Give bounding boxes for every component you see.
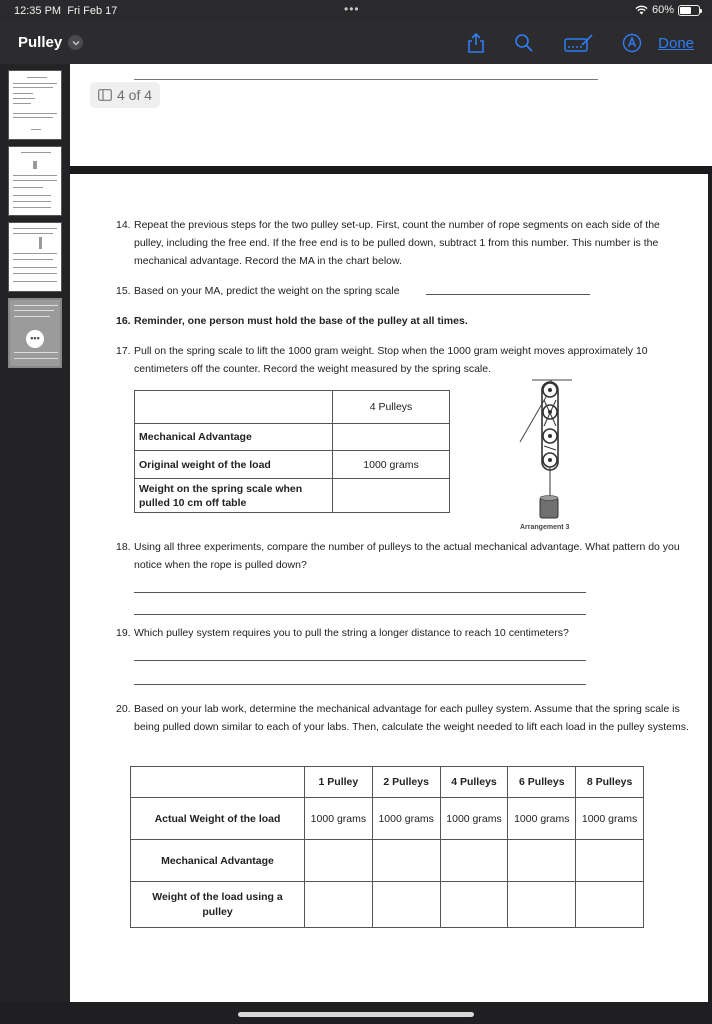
status-bar <box>0 0 712 22</box>
table1-row-label: Original weight of the load <box>135 451 333 479</box>
page-thumbnail-3[interactable] <box>8 222 62 292</box>
table2-cell: 1000 grams <box>305 798 373 840</box>
multitasking-dots-icon[interactable]: ••• <box>344 2 360 16</box>
table2-cell <box>305 882 373 928</box>
table2-cell <box>440 882 508 928</box>
question-20: 20. Based on your lab work, determine the mechanical advantage for each pulley system. Assume that the spring scale is being pulled down similar to each of your labs. Then, calculate the weight needed to lift each load in the pulley systems. <box>116 703 689 733</box>
markup-icon <box>564 33 594 53</box>
table2-row-label: Weight of the load using a pulley <box>131 882 305 928</box>
share-button[interactable] <box>463 30 489 56</box>
answer-line-18a <box>134 592 586 593</box>
table2-cell <box>576 840 644 882</box>
table2-cell: 1000 grams <box>440 798 508 840</box>
answer-line-19a <box>134 660 586 661</box>
page-thumbnail-2[interactable] <box>8 146 62 216</box>
table2-cell <box>372 840 440 882</box>
table2-header: 1 Pulley <box>305 767 373 798</box>
table2-cell <box>508 882 576 928</box>
toolbar <box>0 22 712 64</box>
chevron-down-icon <box>68 35 83 50</box>
table1-header: 4 Pulleys <box>333 391 450 424</box>
battery-icon <box>678 5 700 16</box>
table1-corner <box>135 391 333 424</box>
table2-cell <box>372 882 440 928</box>
table2-row-label: Mechanical Advantage <box>131 840 305 882</box>
markup-button[interactable] <box>563 30 595 56</box>
battery-percent: 60% <box>651 4 674 16</box>
results-table-4-pulleys <box>134 390 450 513</box>
page-thumbnail-4-current[interactable] <box>8 298 62 368</box>
table1-cell <box>333 479 450 513</box>
previous-page <box>70 64 712 166</box>
answer-line <box>134 79 598 80</box>
page-thumbnail-sidebar <box>0 64 70 1024</box>
page-indicator-text: 4 of 4 <box>117 87 153 103</box>
answer-line-15 <box>426 294 590 295</box>
pulley-comparison-table <box>130 766 644 928</box>
done-button[interactable]: Done <box>658 35 694 52</box>
answer-line-19b <box>134 684 586 685</box>
table2-header: 4 Pulleys <box>440 767 508 798</box>
table1-row-label: Mechanical Advantage <box>135 424 333 451</box>
wifi-icon <box>635 5 648 15</box>
table2-header: 8 Pulleys <box>576 767 644 798</box>
document-title-menu[interactable] <box>18 34 83 51</box>
answer-line-18b <box>134 614 586 615</box>
annotation-icon <box>622 33 642 53</box>
table2-header: 2 Pulleys <box>372 767 440 798</box>
status-time-date: 12:35 PM Fri Feb 17 <box>14 5 118 17</box>
table2-corner <box>131 767 305 798</box>
table1-cell: 1000 grams <box>333 451 450 479</box>
status-right <box>635 4 700 16</box>
question-15: 15. Based on your MA, predict the weight on the spring scale <box>116 285 400 297</box>
question-19: 19. Which pulley system requires you to pull the string a longer distance to reach 10 centimeters? <box>116 627 569 639</box>
book-icon <box>98 89 112 101</box>
question-14: 14. Repeat the previous steps for the two pulley set-up. First, count the number of rope segments on each side of the pulley, including the free end. If the free end is to be pulled down, subtract 1 from this number. This number is the mechanical advantage. Record the MA in the chart below. <box>116 219 660 267</box>
more-options-icon[interactable]: ••• <box>26 330 44 348</box>
table2-cell <box>508 840 576 882</box>
annotation-button[interactable] <box>619 30 645 56</box>
table2-cell: 1000 grams <box>508 798 576 840</box>
page-indicator <box>90 82 160 108</box>
table2-header: 6 Pulleys <box>508 767 576 798</box>
document-title: Pulley <box>18 34 63 51</box>
table2-row-label: Actual Weight of the load <box>131 798 305 840</box>
question-16: 16. Reminder, one person must hold the base of the pulley at all times. <box>116 315 468 327</box>
search-button[interactable] <box>511 30 537 56</box>
table2-cell: 1000 grams <box>372 798 440 840</box>
table1-cell <box>333 424 450 451</box>
table2-cell: 1000 grams <box>576 798 644 840</box>
battery-fill <box>680 7 691 14</box>
figure-caption: Arrangement 3 <box>520 524 570 531</box>
table2-cell <box>576 882 644 928</box>
table1-row-label: Weight on the spring scale when pulled 10 cm off table <box>135 479 333 513</box>
search-icon <box>514 33 534 53</box>
pulley-arrangement-illustration <box>518 376 598 522</box>
question-17: 17. Pull on the spring scale to lift the 1000 gram weight. Stop when the 1000 gram weight moves approximately 10 centimeters off the counter. Record the weight measured by the spring scale. <box>116 345 648 375</box>
home-indicator[interactable] <box>238 1012 474 1017</box>
share-icon <box>467 33 485 53</box>
table2-cell <box>440 840 508 882</box>
table2-cell <box>305 840 373 882</box>
document-page-4 <box>70 174 708 1002</box>
page-separator <box>70 166 712 174</box>
page-thumbnail-1[interactable] <box>8 70 62 140</box>
question-18: 18. Using all three experiments, compare the number of pulleys to the actual mechanical advantage. What pattern do you notice when the rope is pulled down? <box>116 541 680 571</box>
